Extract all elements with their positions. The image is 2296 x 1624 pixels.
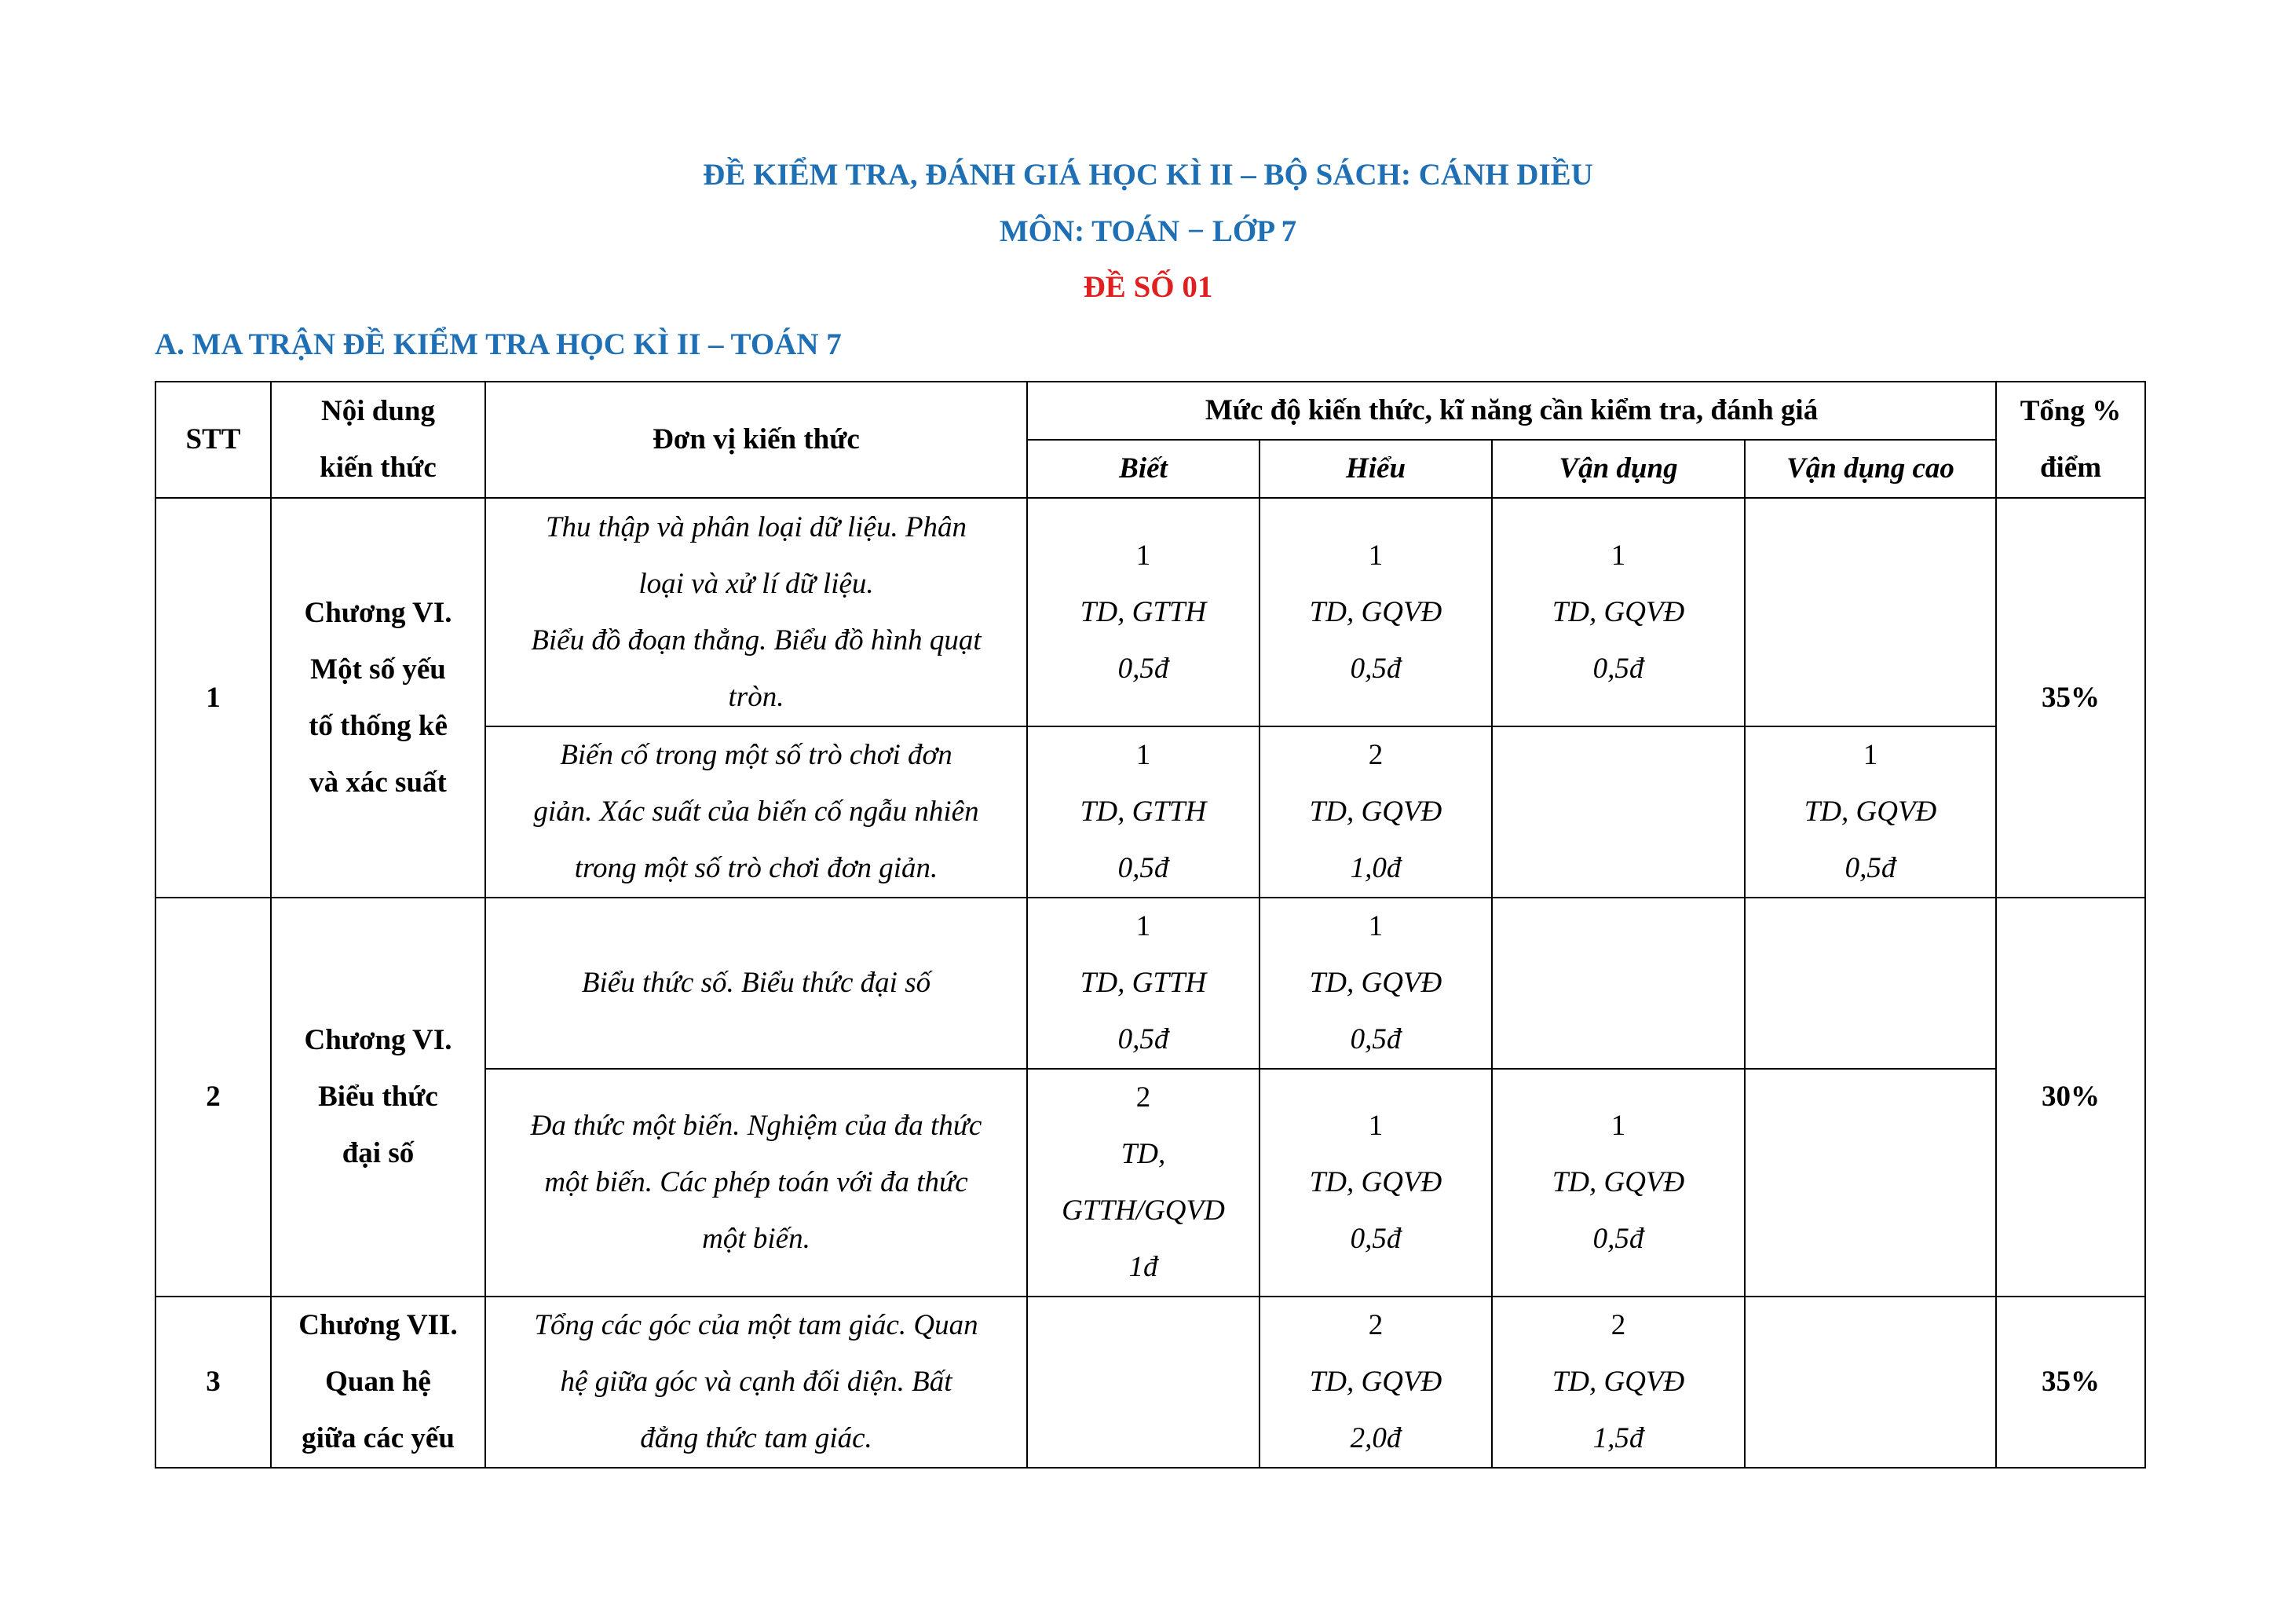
question-count: 1	[1368, 910, 1384, 942]
stt-cell: 1	[155, 498, 271, 898]
content-line: Chương VII.	[298, 1309, 458, 1341]
unit-line: Thu thập và phân loại dữ liệu. Phân	[545, 510, 967, 543]
level-cell-vandungcao	[1745, 498, 1996, 726]
level-cell-biet	[1027, 1297, 1260, 1468]
content-line: và xác suất	[309, 766, 447, 799]
level-line: 0,5đ	[1350, 1223, 1402, 1255]
level-line: 1,5đ	[1592, 1422, 1644, 1454]
content-cell	[271, 898, 485, 1297]
level-cell-hieu	[1260, 1297, 1492, 1468]
level-line: TD, GTTH	[1080, 595, 1207, 628]
table-row	[155, 498, 2145, 726]
level-line: 0,5đ	[1592, 1223, 1644, 1255]
question-count: 1	[1863, 739, 1878, 771]
content-line: đại số	[342, 1137, 415, 1169]
level-cell-vandung	[1492, 726, 1745, 898]
header-level-van-dung-cao: Vận dụng cao	[1745, 440, 1996, 498]
level-line: 0,5đ	[1350, 1023, 1402, 1055]
level-cell-vandung	[1492, 498, 1745, 726]
header-level: Mức độ kiến thức, kĩ năng cần kiểm tra, đánh giá	[1027, 382, 1996, 440]
document-title: ĐỀ KIỂM TRA, ĐÁNH GIÁ HỌC KÌ II – BỘ SÁCH: CÁNH DIỀU	[703, 158, 1593, 192]
content-line: Quan hệ	[325, 1366, 431, 1398]
question-count: 1	[1135, 910, 1151, 942]
level-cell-hieu	[1260, 726, 1492, 898]
level-line: TD, GQVĐ	[1552, 595, 1685, 628]
question-count: 2	[1368, 1309, 1384, 1341]
unit-line: tròn.	[728, 680, 784, 713]
level-cell-hieu	[1260, 898, 1492, 1069]
question-count: 1	[1610, 539, 1626, 572]
header-content-line: kiến thức	[320, 452, 437, 484]
question-count: 2	[1135, 1081, 1151, 1114]
header-total	[1996, 382, 2145, 498]
question-count: 2	[1610, 1309, 1626, 1341]
content-line: Chương VI.	[304, 596, 452, 629]
unit-line: Biểu thức số. Biểu thức đại số	[581, 967, 931, 999]
question-count: 1	[1135, 539, 1151, 572]
unit-line: Biểu đồ đoạn thẳng. Biểu đồ hình quạt	[531, 624, 982, 657]
unit-line: đẳng thức tam giác.	[640, 1422, 872, 1454]
level-line: 0,5đ	[1117, 852, 1169, 884]
unit-cell	[485, 1069, 1027, 1297]
level-line: TD, GQVĐ	[1552, 1366, 1685, 1398]
question-count: 1	[1135, 739, 1151, 771]
level-cell-vandungcao	[1745, 1297, 1996, 1468]
level-cell-vandung	[1492, 1069, 1745, 1297]
unit-line: hệ giữa góc và cạnh đối diện. Bất	[560, 1366, 952, 1398]
content-line: tố thống kê	[309, 709, 448, 742]
subject-title: MÔN: TOÁN − LỚP 7	[999, 214, 1297, 248]
stt-cell: 2	[155, 898, 271, 1297]
content-cell	[271, 498, 485, 898]
header-content-line: Nội dung	[321, 395, 435, 427]
level-line: 2,0đ	[1350, 1422, 1402, 1454]
level-cell-biet	[1027, 898, 1260, 1069]
unit-line: giản. Xác suất của biến cố ngẫu nhiên	[533, 796, 979, 828]
header-level-hieu: Hiểu	[1260, 440, 1492, 498]
unit-cell	[485, 498, 1027, 726]
level-line: 0,5đ	[1350, 652, 1402, 685]
unit-cell	[485, 898, 1027, 1069]
level-cell-biet	[1027, 1069, 1260, 1297]
header-stt: STT	[155, 382, 271, 498]
level-line: GTTH/GQVD	[1062, 1194, 1225, 1227]
unit-line: loại và xử lí dữ liệu.	[638, 567, 874, 600]
level-line: TD, GQVĐ	[1804, 796, 1937, 828]
level-cell-vandungcao	[1745, 1069, 1996, 1297]
level-line: TD, GTTH	[1080, 796, 1207, 828]
level-line: TD, GQVĐ	[1309, 1366, 1442, 1398]
level-line: TD, GQVĐ	[1309, 796, 1442, 828]
unit-line: Biến cố trong một số trò chơi đơn	[560, 739, 952, 771]
question-count: 1	[1368, 539, 1384, 572]
unit-cell	[485, 1297, 1027, 1468]
header-unit: Đơn vị kiến thức	[485, 382, 1027, 498]
stt-cell: 3	[155, 1297, 271, 1468]
matrix-body	[155, 498, 2145, 1468]
level-line: 0,5đ	[1117, 1023, 1169, 1055]
content-line: Một số yếu	[310, 653, 446, 686]
section-heading: A. MA TRẬN ĐỀ KIỂM TRA HỌC KÌ II – TOÁN 7	[155, 327, 842, 361]
header-content	[271, 382, 485, 498]
unit-line: Tổng các góc của một tam giác. Quan	[534, 1309, 978, 1341]
content-line: giữa các yếu	[302, 1422, 455, 1454]
level-cell-hieu	[1260, 498, 1492, 726]
level-cell-hieu	[1260, 1069, 1492, 1297]
unit-line: một biến. Các phép toán với đa thức	[544, 1166, 968, 1198]
header-total-line: Tổng %	[2020, 395, 2122, 427]
level-cell-vandung	[1492, 1297, 1745, 1468]
level-line: 1,0đ	[1350, 852, 1402, 884]
total-percent-cell: 35%	[1996, 1297, 2145, 1468]
header-level-van-dung: Vận dụng	[1492, 440, 1745, 498]
level-line: TD, GQVĐ	[1309, 595, 1442, 628]
table-row	[155, 898, 2145, 1069]
table-row	[155, 1297, 2145, 1468]
level-cell-vandungcao	[1745, 726, 1996, 898]
level-line: TD, GQVĐ	[1552, 1166, 1685, 1198]
question-count: 1	[1368, 1110, 1384, 1142]
level-cell-vandungcao	[1745, 898, 1996, 1069]
level-line: 1đ	[1128, 1251, 1158, 1283]
level-cell-biet	[1027, 498, 1260, 726]
content-line: Biểu thức	[318, 1081, 438, 1113]
content-line: Chương VI.	[304, 1024, 452, 1056]
unit-line: một biến.	[702, 1223, 810, 1255]
exam-matrix-table	[155, 381, 2146, 1469]
exam-number: ĐỀ SỐ 01	[1083, 270, 1213, 304]
question-count: 1	[1610, 1110, 1626, 1142]
unit-cell	[485, 726, 1027, 898]
level-cell-vandung	[1492, 898, 1745, 1069]
unit-line: Đa thức một biến. Nghiệm của đa thức	[530, 1110, 982, 1142]
level-line: 0,5đ	[1117, 652, 1169, 685]
level-cell-biet	[1027, 726, 1260, 898]
level-line: TD,	[1121, 1138, 1166, 1170]
total-percent-cell: 30%	[1996, 898, 2145, 1297]
level-line: TD, GTTH	[1080, 967, 1207, 999]
total-percent-cell: 35%	[1996, 498, 2145, 898]
level-line: 0,5đ	[1592, 652, 1644, 685]
header-level-biet: Biết	[1027, 440, 1260, 498]
question-count: 2	[1368, 739, 1384, 771]
unit-line: trong một số trò chơi đơn giản.	[574, 852, 938, 884]
level-line: TD, GQVĐ	[1309, 1166, 1442, 1198]
header-total-line: điểm	[2039, 452, 2102, 484]
level-line: TD, GQVĐ	[1309, 967, 1442, 999]
level-line: 0,5đ	[1844, 852, 1896, 884]
content-cell	[271, 1297, 485, 1468]
